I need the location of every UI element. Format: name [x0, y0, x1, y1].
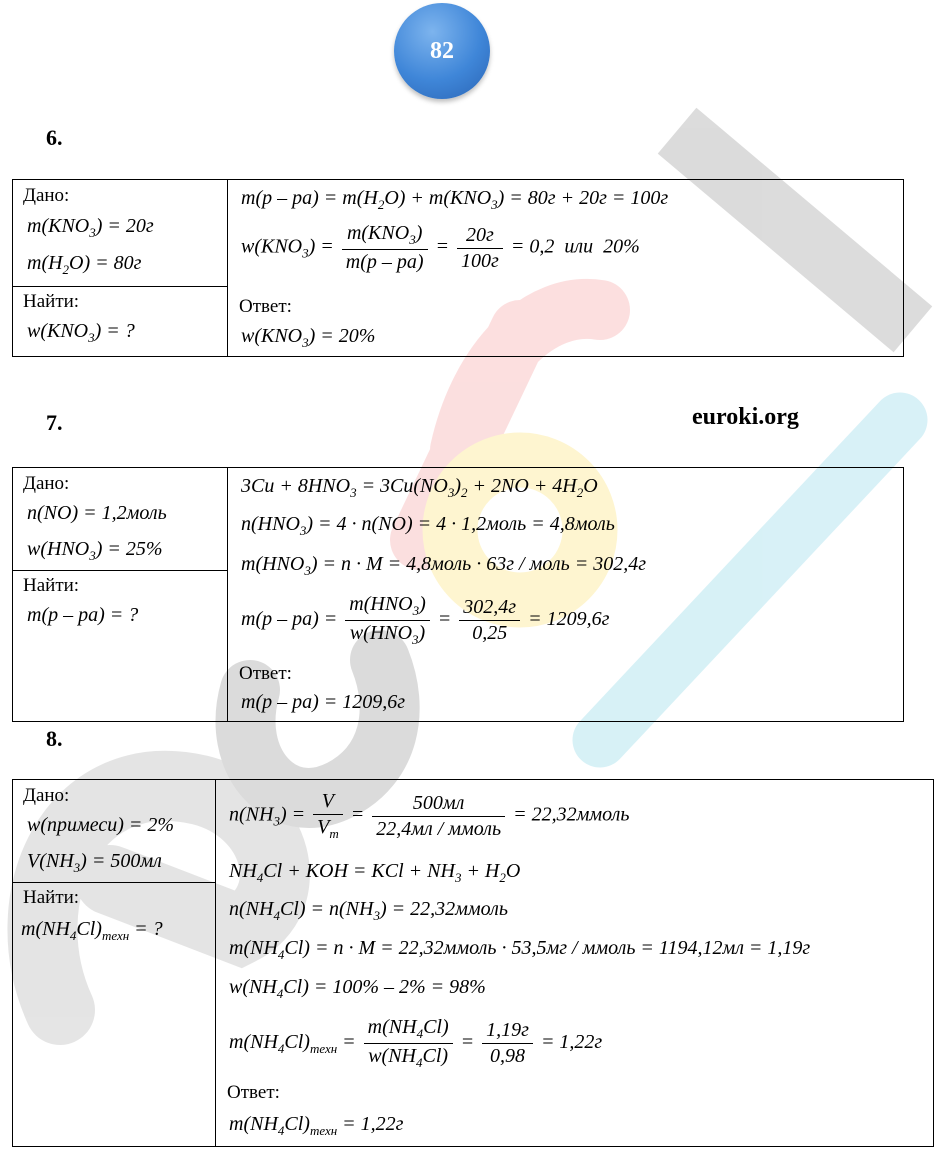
given-label: Дано:	[23, 785, 70, 806]
problem-number: 8.	[46, 726, 63, 751]
find-item: m(р – ра) = ?	[27, 604, 139, 626]
solution-line: $n(NH_4Cl) = n(NH_3)$ = 22,32ммоль	[229, 898, 508, 923]
problem-number: 7.	[46, 410, 63, 435]
solution-line: $m(р - ра) = m(H_2O) + m(KNO_3) = 80г + 20г = 100г$	[241, 187, 669, 212]
solution-line: $m(HNO_3) = n \cdot M$ = 4,8моль · 63г / моль = 302,4г	[241, 553, 646, 578]
find-item: $w(KNO_3)$ = ?	[27, 320, 135, 345]
answer-value: $m(NH_4Cl)_{техн} = 1,22г$	[229, 1113, 404, 1138]
solution-line: $m(NH_4Cl) = n \cdot M$ = 22,32ммоль · 53,5мг / ммоль = 1194,12мл = 1,19г	[229, 937, 811, 962]
answer-value: $w(KNO_3) = 20\%$	[241, 325, 376, 350]
solution-line: $w(KNO_3)$ = $\frac{m(KNO_3)}{m(р - ра)}$ = $\frac{20г}{100г}$ = 0,2 или 20%	[241, 222, 640, 273]
given-label: Дано:	[23, 185, 70, 206]
answer-label: Ответ:	[239, 296, 292, 317]
given-item: $w(HNO_3) = 25\%$	[27, 538, 163, 563]
solution-line: $n(HNO_3) = 4 \cdot n(NO) = 4$ · 1,2моль = 4,8моль	[241, 513, 615, 538]
given-label: Дано:	[23, 473, 70, 494]
answer-label: Ответ:	[239, 663, 292, 684]
problem-number: 6.	[46, 125, 63, 150]
solution-line: $m(NH_4Cl)_{техн}$ = $\frac{m(NH_4Cl)}{w(NH_4Cl)}$ = $\frac{1,19г}{0,98}$ = 1,22г	[229, 1016, 603, 1070]
solution-line: $NH_4Cl$ + KOH = KCl + $NH_3 + H_2O$	[229, 860, 521, 885]
find-item: $m(NH_4Cl)_{техн}$ = ?	[21, 918, 163, 943]
problem-table	[12, 467, 904, 722]
given-item: w(примеси) = 2%	[27, 814, 175, 836]
given-item: $m(KNO_3) = 20г$	[27, 215, 154, 240]
site-label: euroki.org	[692, 404, 799, 430]
problem-table	[12, 779, 934, 1147]
find-label: Найти:	[23, 575, 80, 596]
find-label: Найти:	[23, 291, 80, 312]
given-item: $m(H_2O) = 80г$	[27, 252, 142, 277]
given-item: n(NO) = 1,2моль	[27, 502, 167, 524]
answer-value: m(р – ра) = 1209,6г	[241, 691, 406, 713]
solution-line: $3Cu + 8HNO_3 = 3Cu(NO_3)_2 + 2NO + 4H_2O$	[241, 475, 598, 500]
answer-label: Ответ:	[227, 1082, 280, 1103]
given-item: $V(NH_3) = 500мл$	[27, 850, 162, 875]
solution-line: m(р – ра) = $\frac{m(HNO_3)}{w(HNO_3)}$ = $\frac{302,4г}{0,25}$ = 1209,6г	[241, 593, 610, 647]
solution-line: $w(NH_4Cl) = 100\% - 2\% = 98\%$	[229, 976, 486, 1001]
find-label: Найти:	[23, 887, 80, 908]
page-number-badge: 82	[394, 3, 490, 99]
problem-table	[12, 179, 904, 357]
solution-line: $n(NH_3)$ = $\frac{V}{V_m}$ = $\frac{500мл}{\text{22,4мл / ммоль}}$ = 22,32ммоль	[229, 790, 630, 841]
